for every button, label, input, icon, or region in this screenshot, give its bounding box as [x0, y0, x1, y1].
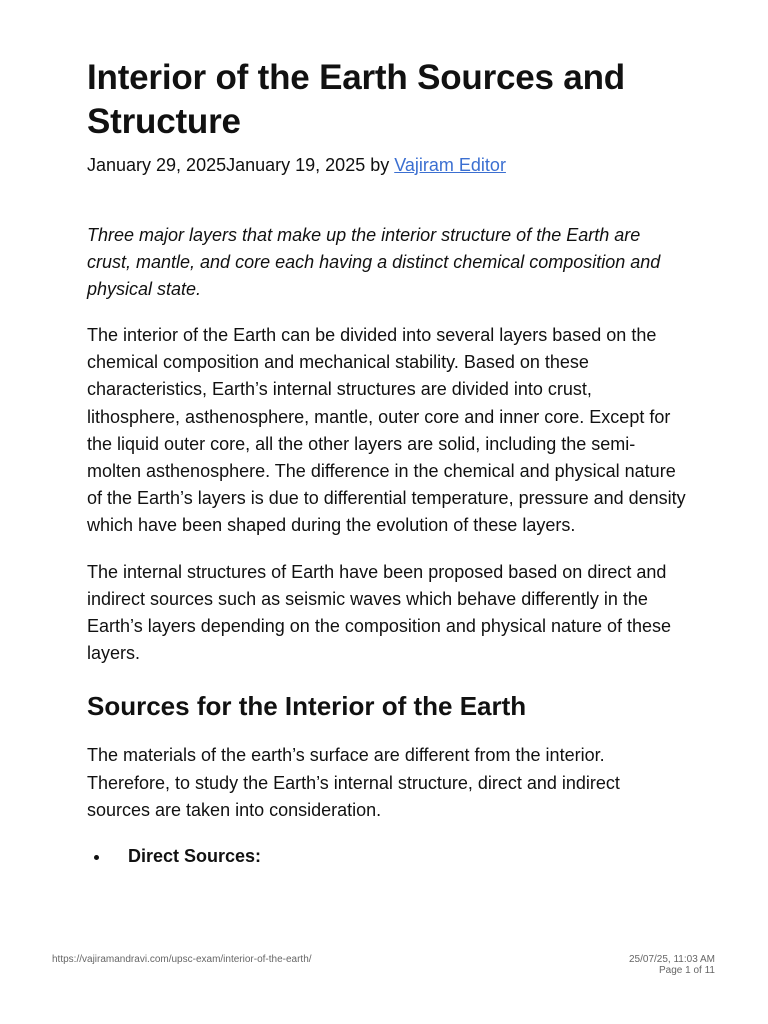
page-title: Interior of the Earth Sources and Structure	[87, 58, 625, 141]
body-paragraph-2: The internal structures of Earth have been proposed based on direct and indirect sources such as seismic waves which behave differently in the Earth’s layers depending on the composition and physical nature of these layers.	[87, 561, 672, 664]
section-paragraph: The materials of the earth’s surface are different from the interior. Therefore, to study the Earth’s internal structure, direct and indirect sources are taken into consideration.	[87, 745, 620, 820]
list-item: • Direct Sources:	[111, 843, 687, 870]
footer-page-number: Page 1 of 11	[659, 965, 715, 976]
bullet-list	[87, 843, 687, 870]
byline-prefix: by	[365, 155, 395, 175]
article	[87, 56, 687, 870]
author-link[interactable]: Vajiram Editor	[394, 155, 506, 175]
lead-paragraph: Three major layers that make up the interior structure of the Earth are crust, mantle, and core each having a distinct chemical composition and physical state.	[87, 225, 661, 299]
footer-timestamp: 25/07/25, 11:03 AM	[629, 954, 715, 965]
body-paragraph-1: The interior of the Earth can be divided into several layers based on the chemical composition and mechanical stability. Based on these characteristics, Earth’s internal structures are divided into crust, lithosphere, asthenosphere, mantle, outer core and inner core. Except for the liquid outer core, all the other layers are solid, including the semi-molten asthenosphere. The difference in the chemical and physical nature of the Earth’s layers is due to differential temperature, pressure and density which have been shaped during the evolution of these layers.	[87, 325, 686, 536]
post-meta	[87, 152, 687, 178]
section-heading-sources: Sources for the Interior of the Earth	[87, 691, 527, 722]
footer-url: https://vajiramandravi.com/upsc-exam/interior-of-the-earth/	[52, 954, 312, 965]
post-dates: January 29, 2025January 19, 2025	[87, 155, 366, 175]
footer-info	[629, 954, 715, 976]
